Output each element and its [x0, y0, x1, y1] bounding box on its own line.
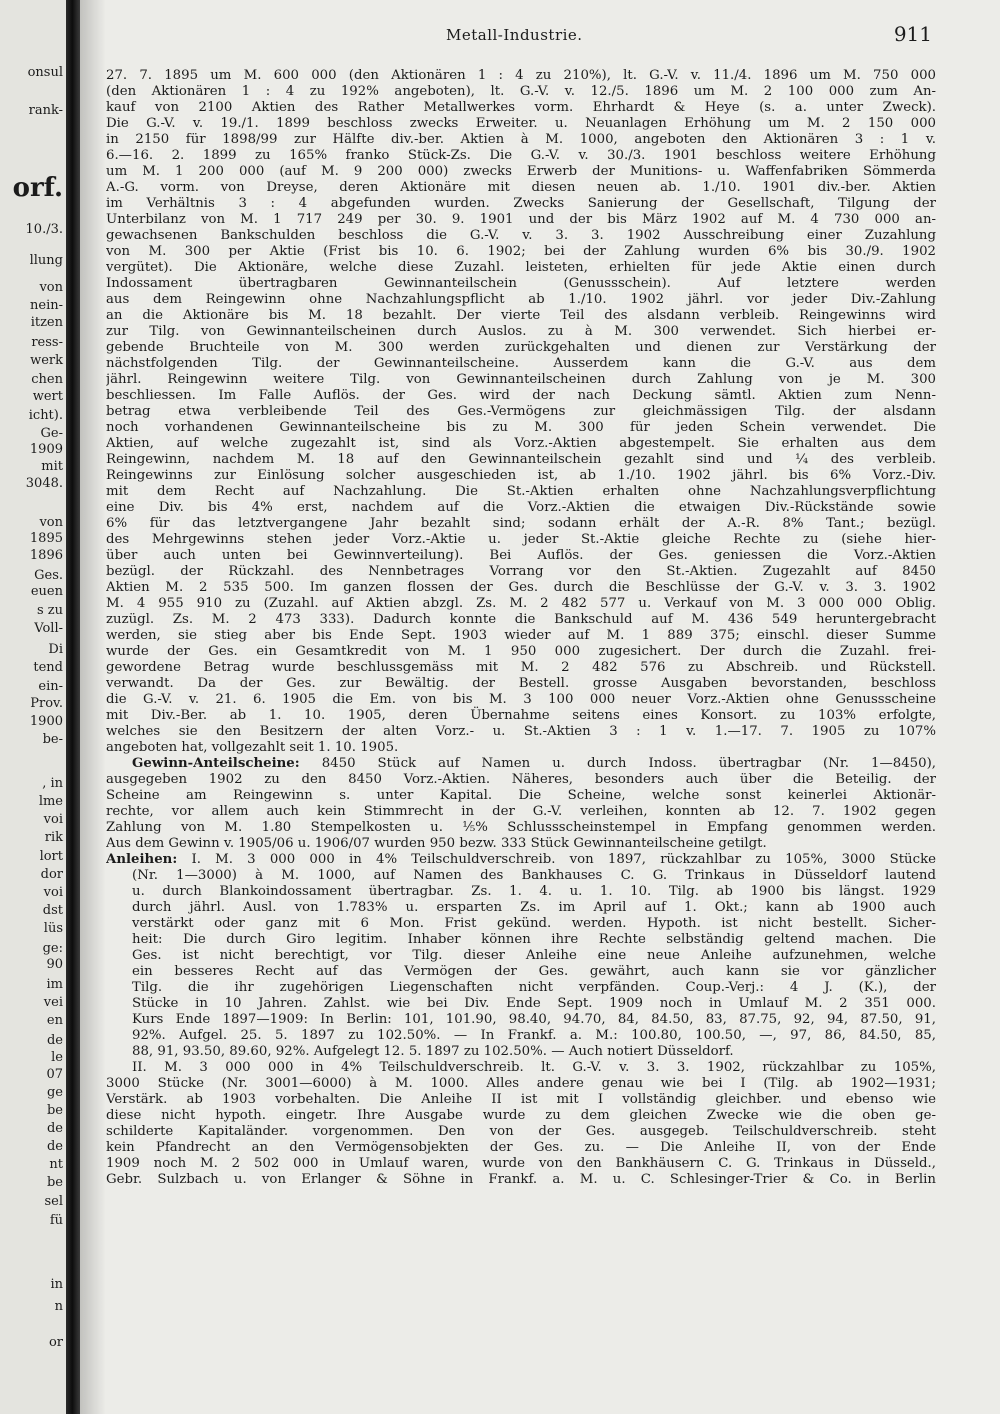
margin-fragment: 1900: [29, 714, 63, 729]
text-line: beschliessen. Im Falle Auflös. der Ges. wird der nach Deckung sämtl. Aktien zum Nenn-: [106, 388, 936, 403]
margin-fragment: Ges.: [34, 568, 63, 583]
margin-fragment: 90: [46, 957, 63, 972]
text-line: 6% für das letztvergangene Jahr bezahlt sind; sodann erhält der A.-R. 8% Tant.; bezügl.: [106, 516, 936, 531]
text-line: Reingewinns zur Einlösung solcher ausgeschieden ist, ab 1./10. 1902 jährl. bis 6% Vorz.-Div.: [106, 468, 936, 483]
margin-fragment: ein-: [38, 679, 63, 694]
text-line: aus dem Reingewinn ohne Nachzahlungspflicht ab 1./10. 1902 jährl. vor jeder Div.-Zahlung: [106, 292, 936, 307]
margin-fragment: ge:: [42, 941, 63, 956]
text-line: um M. 1 200 000 (auf M. 9 200 000) zwecks Erwerb der Munitions- u. Waffenfabriken Sömmerda: [106, 164, 936, 179]
text-line: in 2150 für 1898/99 zur Hälfte div.-ber. Aktien à M. 1000, angeboten den Aktionären 3 : 1 v.: [106, 132, 936, 147]
text-line: Aktien, auf welche zugezahlt ist, sind als Vorz.-Aktien abgestempelt. Sie erhalten aus dem: [106, 436, 936, 451]
text-line: A.-G. vorm. von Dreyse, deren Aktionäre mit diesen neuen ab. 1./10. 1901 div.-ber. Aktien: [106, 180, 936, 195]
margin-fragment: icht).: [28, 408, 63, 423]
margin-fragment: im: [46, 977, 63, 992]
margin-fragment: Voll-: [34, 621, 63, 636]
text-line: des Mehrgewinns stehen jeder Vorz.-Aktie u. jeder St.-Aktie gleiche Rechte zu (siehe hier-: [106, 532, 936, 547]
text-line: Ges. ist nicht berechtigt, vor Tilg. dieser Anleihe eine neue Anleihe aufzunehmen, welche: [132, 948, 936, 963]
margin-fragment: voi: [43, 885, 63, 900]
text-line: schilderte Kapitaländer. vorgenommen. Den von der Ges. ausgegeb. Teilschuldverschreib. steht: [106, 1124, 936, 1139]
margin-fragment: de: [46, 1139, 63, 1154]
margin-fragment: or: [48, 1335, 63, 1350]
text-line: (den Aktionären 1 : 4 zu 192% angeboten), lt. G.-V. v. 12./5. 1896 um M. 2 100 000 zum An-: [106, 84, 936, 99]
text-line: von M. 300 per Aktie (Frist bis 10. 6. 1902; bei der Zahlung wurden 6% bis 30./9. 1902: [106, 244, 936, 259]
margin-fragment: s zu: [36, 603, 63, 618]
margin-fragment: 3048.: [25, 476, 63, 491]
margin-fragment: de: [46, 1121, 63, 1136]
margin-fragment: Ge-: [40, 426, 63, 441]
text-line: 27. 7. 1895 um M. 600 000 (den Aktionären 1 : 4 zu 210%), lt. G.-V. v. 11./4. 1896 um M. 750 000: [106, 68, 936, 83]
margin-fragment: mit: [41, 459, 63, 474]
text-line: nächstfolgenden Tilg. der Gewinnanteilscheine. Ausserdem kann die G.-V. aus dem: [106, 356, 936, 371]
section-heading-gewinn: Gewinn-Anteilscheine:: [132, 756, 300, 771]
margin-fragment: ress-: [31, 335, 63, 350]
margin-fragment: tend: [33, 660, 63, 675]
text-line: heit: Die durch Giro legitim. Inhaber können ihre Rechte selbständig geltend machen. Die: [132, 932, 936, 947]
text-line: ausgegeben 1902 zu den 8450 Vorz.-Aktien. Näheres, besonders auch über die Beteilig. der: [106, 772, 936, 787]
text-line: an die Aktionäre bis M. 18 bezahlt. Der vierte Teil des alsdann verbleib. Reingewinns wird: [106, 308, 936, 323]
text-line: werden, sie stieg aber bis Ende Sept. 1903 wieder auf M. 1 889 375; einschl. dieser Summe: [106, 628, 936, 643]
margin-fragment: de: [46, 1033, 63, 1048]
margin-fragment: onsul: [27, 65, 63, 80]
gewinn-anteilscheine-section: [106, 756, 936, 852]
text-line: M. 4 955 910 zu (Zuzahl. auf Aktien abzgl. Zs. M. 2 482 577 u. Verkauf von M. 3 000 000 Oblig.: [106, 596, 936, 611]
text-line: 88, 91, 93.50, 89.60, 92%. Aufgelegt 12. 5. 1897 zu 102.50%. — Auch notiert Düsseldorf.: [132, 1044, 734, 1059]
heading-run-in-text: 8450 Stück auf Namen u. durch Indoss. übertragbar (Nr. 1—8450),: [299, 756, 936, 771]
margin-fragment: werk: [30, 353, 63, 368]
text-line: bezügl. der Rückzahl. des Nennbetrages Vorrang vor den St.-Aktien. Zugezahlt auf 8450: [106, 564, 936, 579]
text-line: u. durch Blankoindossament übertragbar. Zs. 1. 4. u. 1. 10. Tilg. ab 1900 bis längst. 1929: [132, 884, 936, 899]
margin-fragment: 1896: [29, 548, 63, 563]
text-line: diese nicht hypoth. eingetr. Ihre Ausgabe wurde zu dem gleichen Zwecke wie die oben ge-: [106, 1108, 936, 1123]
text-line: 1909 noch M. 2 502 000 in Umlauf waren, wurde von den Bankhäusern C. G. Trinkaus in Düsseld.,: [106, 1156, 936, 1171]
text-line: gewordene Betrag wurde beschlussgemäss mit M. 2 482 576 zu Abschreib. und Rückstell.: [106, 660, 936, 675]
text-line: rechte, vor allem auch kein Stimmrecht in der G.-V. verleihen, konnten ab 12. 7. 1902 gegen: [106, 804, 936, 819]
margin-fragment: en: [46, 1013, 63, 1028]
text-line: mit dem Recht auf Nachzahlung. Die St.-Aktien erhalten ohne Nachzahlungsverpflichtung: [106, 484, 936, 499]
text-line: durch jährl. Ausl. von 1.783% u. ersparten Zs. im April auf 1. Okt.; kann ab 1900 auch: [132, 900, 936, 915]
text-line: 6.—16. 2. 1899 zu 165% franko Stück-Zs. Die G.-V. v. 30./3. 1901 beschloss weitere Erhöhung: [106, 148, 936, 163]
anleihen-section: [106, 852, 936, 1060]
text-line: gebende Bruchteile von M. 300 werden zurückgehalten und dienen zur Verstärkung der: [106, 340, 936, 355]
text-line: kein Pfandrecht an den Vermögensobjekten der Ges. zu. — Die Anleihe II, von der Ende: [106, 1140, 936, 1155]
margin-fragment: dor: [40, 867, 63, 882]
anleihe-ii-section: [106, 1060, 936, 1188]
text-line: zur Tilg. von Gewinnanteilscheinen durch Auslos. zu à M. 300 verwendet. Sich hierbei er-: [106, 324, 936, 339]
section-heading-anleihen: Anleihen:: [106, 852, 178, 867]
margin-fragment: ge: [46, 1085, 63, 1100]
text-line: Gebr. Sulzbach u. von Erlanger & Söhne in Frankf. a. M. u. C. Schlesinger-Trier & Co. in Berlin: [106, 1172, 936, 1187]
text-line: verwandt. Da der Ges. zur Bewältig. der Bestell. grosse Ausgaben bevorstanden, beschloss: [106, 676, 936, 691]
margin-fragment: wert: [32, 389, 63, 404]
margin-fragment: itzen: [30, 315, 63, 330]
page-header: [96, 22, 932, 48]
margin-fragment: Prov.: [30, 696, 63, 711]
text-line: 92%. Aufgel. 25. 5. 1897 zu 102.50%. — In Frankf. a. M.: 100.80, 100.50, —, 97, 86, 84.50, 85,: [132, 1028, 936, 1043]
text-line: Stücke in 10 Jahren. Zahlst. wie bei Div. Ende Sept. 1909 noch in Umlauf M. 2 351 000.: [132, 996, 936, 1011]
margin-fragment: be: [46, 1175, 63, 1190]
margin-fragment: von: [39, 515, 63, 530]
margin-fragment: von: [39, 280, 63, 295]
text-line: II. M. 3 000 000 in 4% Teilschuldverschreib. lt. G.-V. v. 3. 3. 1902, rückzahlbar zu 105%,: [132, 1060, 936, 1075]
text-line: eine Div. bis 4% erst, nachdem auf die Vorz.-Aktien die etwaigen Div.-Rückstände sowie: [106, 500, 936, 515]
text-line: Zahlung von M. 1.80 Stempelkosten u. ⅕% Schlussscheinstempel in Empfang genommen werden.: [106, 820, 936, 835]
heading-run-in-text: I. M. 3 000 000 in 4% Teilschuldverschreib. von 1897, rückzahlbar zu 105%, 3000 Stücke: [177, 852, 936, 867]
margin-fragment: 1895: [29, 531, 63, 546]
text-line: [106, 756, 936, 772]
margin-fragment: llung: [29, 253, 63, 268]
text-line: Die G.-V. v. 19./1. 1899 beschloss zwecks Erweiter. u. Neuanlagen Erhöhung um M. 2 150 000: [106, 116, 936, 131]
margin-fragment: be-: [42, 732, 63, 747]
margin-fragment: orf.: [12, 173, 63, 203]
article-body: [106, 68, 936, 1403]
text-line: kauf von 2100 Aktien des Rather Metallwerkes vorm. Ehrhardt & Heye (s. a. unter Zweck).: [106, 100, 936, 115]
text-line: gewachsenen Bankschulden beschloss die G.-V. v. 3. 3. 1902 Ausschreibung einer Zuzahlung: [106, 228, 936, 243]
text-line: welches sie den Besitzern der alten Vorz.- u. St.-Aktien 3 : 1 v. 1.—17. 7. 1905 zu 107%: [106, 724, 936, 739]
text-line: Unterbilanz von M. 1 717 249 per 30. 9. 1901 und der bis März 1902 auf M. 4 730 000 an-: [106, 212, 936, 227]
text-line: vergütet). Die Aktionäre, welche diese Zuzahl. leisteten, erhielten für jede Aktie einen durch: [106, 260, 936, 275]
text-line: [106, 852, 936, 868]
text-line: Aktien M. 2 535 500. Im ganzen flossen der Ges. durch die Beschlüsse der G.-V. v. 3. 3. 1902: [106, 580, 936, 595]
margin-fragment: rank-: [28, 103, 63, 118]
margin-fragment: sel: [44, 1194, 63, 1209]
margin-fragment: rik: [44, 830, 63, 845]
margin-fragment: in: [50, 1277, 63, 1292]
gutter-shadow: [80, 0, 106, 1414]
facing-page-margin: [0, 0, 66, 1414]
margin-fragment: lüs: [43, 921, 63, 936]
margin-fragment: dst: [42, 903, 63, 918]
margin-fragment: 1909: [29, 442, 63, 457]
text-line: betrag etwa verbleibende Teil des Ges.-Vermögens zur gleichmässigen Tilg. der alsdann: [106, 404, 936, 419]
book-gutter: [66, 0, 80, 1414]
text-line: mit Div.-Ber. ab 1. 10. 1905, deren Übernahme seitens eines Konsort. zu 103% erfolgte,: [106, 708, 936, 723]
text-line: ein besseres Recht auf das Vermögen der Ges. gewährt, auch kann sie vor gänzlicher: [132, 964, 936, 979]
text-line: Indossament übertragbaren Gewinnanteilschein (Genussschein). Auf letztere werden: [106, 276, 936, 291]
text-line: Tilg. die ihr zugehörigen Liegenschaften nicht verpfänden. Coup.-Verj.: 4 J. (K.), der: [132, 980, 936, 995]
capital-history-section: [106, 68, 936, 756]
margin-fragment: euen: [30, 584, 63, 599]
running-title: Metall-Industrie.: [446, 26, 583, 44]
text-line: im Verhältnis 3 : 4 abgefunden wurden. Zwecks Sanierung der Gesellschaft, Tilgung der: [106, 196, 936, 211]
margin-fragment: le: [51, 1050, 63, 1065]
text-line: Reingewinn, nachdem M. 18 auf den Gewinnanteilschein gezahlt sind und ¼ des verbleib.: [106, 452, 936, 467]
margin-fragment: n: [54, 1299, 63, 1314]
margin-fragment: lme: [38, 794, 63, 809]
margin-fragment: 10./3.: [25, 222, 63, 237]
margin-fragment: 07: [46, 1067, 63, 1082]
margin-fragment: lort: [39, 849, 63, 864]
margin-fragment: , in: [42, 776, 63, 791]
text-line: 3000 Stücke (Nr. 3001—6000) à M. 1000. Alles andere genau wie bei I (Tilg. ab 1902—1931;: [106, 1076, 936, 1091]
text-line: Scheine am Reingewinn s. unter Kapital. Die Scheine, welche sonst keinerlei Aktionär-: [106, 788, 936, 803]
margin-fragment: be: [46, 1103, 63, 1118]
margin-fragment: fü: [49, 1213, 63, 1228]
margin-fragment: nein-: [30, 298, 63, 313]
text-line: die G.-V. v. 21. 6. 1905 die Em. von bis M. 3 100 000 neuer Vorz.-Aktien ohne Genussscheine: [106, 692, 936, 707]
margin-fragment: Di: [48, 642, 63, 657]
text-line: verstärkt oder ganz mit 6 Mon. Frist gekünd. werden. Hypoth. ist nicht bestellt. Sicher-: [132, 916, 936, 931]
text-line: angeboten hat, vollgezahlt seit 1. 10. 1905.: [106, 740, 399, 755]
text-line: (Nr. 1—3000) à M. 1000, auf Namen des Bankhauses C. G. Trinkaus in Düsseldorf lautend: [132, 868, 936, 883]
text-line: zuzügl. Zs. M. 2 473 333). Dadurch konnte die Bankschuld auf M. 436 549 heruntergebracht: [106, 612, 936, 627]
text-line: Verstärk. ab 1903 vorbehalten. Die Anleihe II ist mit I vollständig gleichber. und ebenso wie: [106, 1092, 936, 1107]
margin-fragment: chen: [31, 372, 63, 387]
text-line: Aus dem Gewinn v. 1905/06 u. 1906/07 wurden 950 bezw. 333 Stück Gewinnanteilscheine getilgt.: [106, 836, 767, 851]
page-number: 911: [893, 22, 932, 46]
text-line: Kurs Ende 1897—1909: In Berlin: 101, 101.90, 98.40, 94.70, 84, 84.50, 83, 87.75, 92, 94, 87.50, 91,: [132, 1012, 936, 1027]
margin-fragment: nt: [49, 1157, 63, 1172]
margin-fragment: vei: [43, 995, 63, 1010]
text-line: jährl. Reingewinn weitere Tilg. von Gewinnanteilscheinen durch Zahlung von je M. 300: [106, 372, 936, 387]
text-line: noch vorhandenen Gewinnanteilscheine bis zu M. 300 für jeden Schein verwendet. Die: [106, 420, 936, 435]
margin-fragment: voi: [43, 812, 63, 827]
text-line: über auch unten bei Gewinnverteilung). Bei Auflös. der Ges. geniessen die Vorz.-Aktien: [106, 548, 936, 563]
text-line: wurde der Ges. ein Gesamtkredit von M. 1 950 000 zugesichert. Der durch die Zuzahl. frei-: [106, 644, 936, 659]
